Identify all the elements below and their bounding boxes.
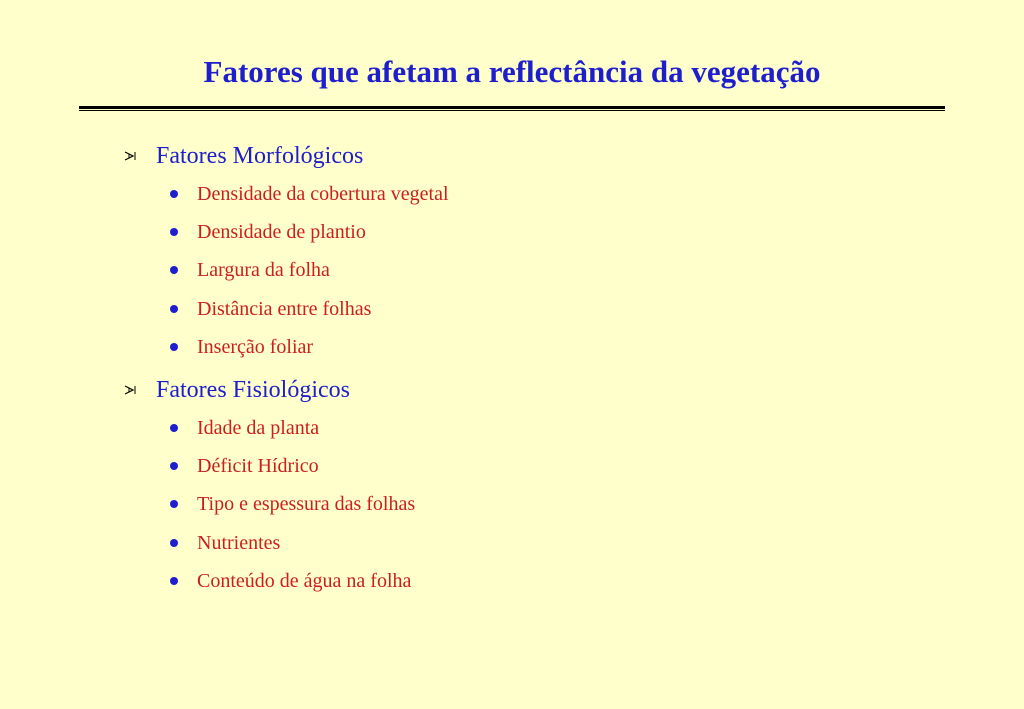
- list-item-label: Distância entre folhas: [197, 297, 372, 320]
- list-item-label: Idade da planta: [197, 417, 320, 440]
- bullet-icon: [170, 190, 178, 198]
- item-list: [122, 409, 415, 600]
- list-item-label: Conteúdo de água na folha: [197, 569, 412, 592]
- slide-title: Fatores que afetam a reflectância da vegetação: [203, 54, 821, 89]
- list-item-label: Déficit Hídrico: [197, 455, 319, 478]
- section-fisiologicos: [122, 372, 415, 600]
- arrow-right-icon: [122, 148, 138, 164]
- list-item: [122, 290, 449, 328]
- list-item: [122, 447, 415, 485]
- bullet-icon: [170, 424, 178, 432]
- list-item-label: Densidade da cobertura vegetal: [197, 183, 449, 206]
- bullet-icon: [170, 266, 178, 274]
- list-item: [122, 485, 415, 523]
- section-heading: [122, 138, 449, 174]
- bullet-icon: [170, 228, 178, 236]
- list-item: [122, 328, 449, 366]
- list-item: [122, 524, 415, 562]
- bullet-icon: [170, 462, 178, 470]
- item-list: [122, 175, 449, 366]
- bullet-icon: [170, 539, 178, 547]
- list-item: [122, 562, 415, 600]
- arrow-right-icon: [122, 382, 138, 398]
- section-morfologicos: [122, 138, 449, 366]
- list-item-label: Densidade de plantio: [197, 221, 366, 244]
- list-item-label: Nutrientes: [197, 531, 281, 554]
- title-divider-thin: [79, 110, 945, 111]
- section-heading: [122, 372, 415, 408]
- bullet-icon: [170, 343, 178, 351]
- list-item: [122, 175, 449, 213]
- list-item: [122, 409, 415, 447]
- section-label: Fatores Fisiológicos: [156, 377, 351, 403]
- section-label: Fatores Morfológicos: [156, 143, 364, 169]
- bullet-icon: [170, 500, 178, 508]
- list-item: [122, 213, 449, 251]
- list-item-label: Largura da folha: [197, 259, 330, 282]
- list-item-label: Inserção foliar: [197, 335, 314, 358]
- list-item-label: Tipo e espessura das folhas: [197, 493, 416, 516]
- bullet-icon: [170, 305, 178, 313]
- title-divider-thick: [79, 106, 945, 109]
- list-item: [122, 251, 449, 289]
- bullet-icon: [170, 577, 178, 585]
